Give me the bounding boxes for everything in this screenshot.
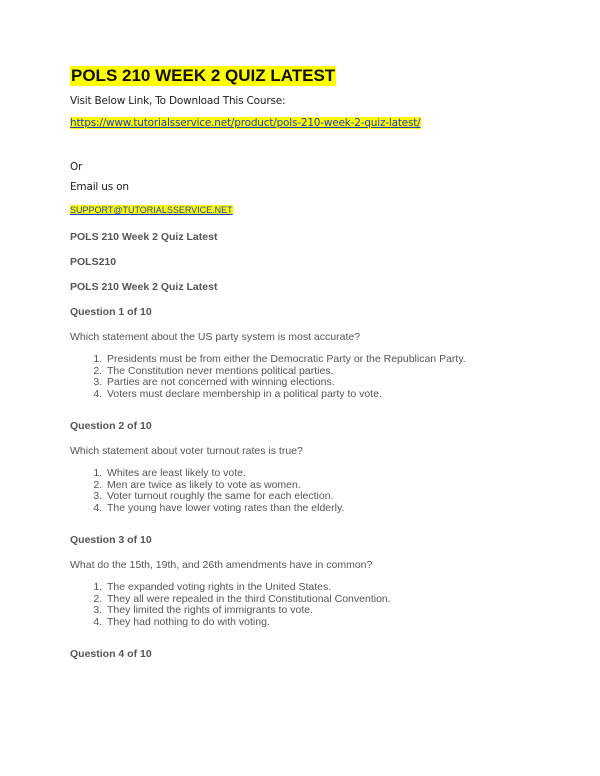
question-2-option-1: 1. Whites are least likely to vote.: [105, 468, 540, 480]
question-1-option-4: 4. Voters must declare membership in a political party to vote.: [105, 389, 540, 401]
question-1-number: Question 1 of 10: [70, 306, 152, 318]
question-3-option-3: 3. They limited the rights of immigrants to vote.: [105, 605, 540, 617]
question-2-options: [70, 468, 540, 514]
question-3-option-1: 1. The expanded voting rights in the United States.: [105, 582, 540, 594]
question-3-text: What do the 15th, 19th, and 26th amendments have in common?: [70, 559, 373, 571]
question-3-option-4: 4. They had nothing to do with voting.: [105, 617, 540, 629]
question-1-option-3: 3. Parties are not concerned with winning elections.: [105, 377, 540, 389]
question-1-option-2: 2. The Constitution never mentions political parties.: [105, 366, 540, 378]
heading-quiz-subtitle: POLS 210 Week 2 Quiz Latest: [70, 281, 218, 293]
heading-course-code: POLS210: [70, 256, 117, 268]
question-4-number: Question 4 of 10: [70, 648, 152, 660]
heading-quiz-title: POLS 210 Week 2 Quiz Latest: [70, 231, 218, 243]
question-2-text: Which statement about voter turnout rates is true?: [70, 445, 303, 457]
question-1-options: [70, 354, 540, 400]
question-3-option-2: 2. They all were repealed in the third Constitutional Convention.: [105, 594, 540, 606]
or-text: Or: [70, 161, 83, 173]
document-title: POLS 210 WEEK 2 QUIZ LATEST: [71, 66, 336, 85]
support-email-link[interactable]: SUPPORT@TUTORIALSSERVICE.NET: [70, 205, 233, 215]
question-2-option-3: 3. Voter turnout roughly the same for each election.: [105, 491, 540, 503]
question-2-option-2: 2. Men are twice as likely to vote as women.: [105, 480, 540, 492]
question-2-option-4: 4. The young have lower voting rates than the elderly.: [105, 503, 540, 515]
question-3-options: [70, 582, 540, 628]
course-link[interactable]: https://www.tutorialsservice.net/product/pols-210-week-2-quiz-latest/: [70, 117, 421, 129]
question-2-number: Question 2 of 10: [70, 420, 152, 432]
visit-text: Visit Below Link, To Download This Course:: [70, 95, 286, 107]
question-1-option-1: 1. Presidents must be from either the Democratic Party or the Republican Party.: [105, 354, 540, 366]
question-3-number: Question 3 of 10: [70, 534, 152, 546]
email-text: Email us on: [70, 181, 129, 193]
question-1-text: Which statement about the US party system is most accurate?: [70, 331, 361, 343]
document-page: [70, 66, 540, 660]
